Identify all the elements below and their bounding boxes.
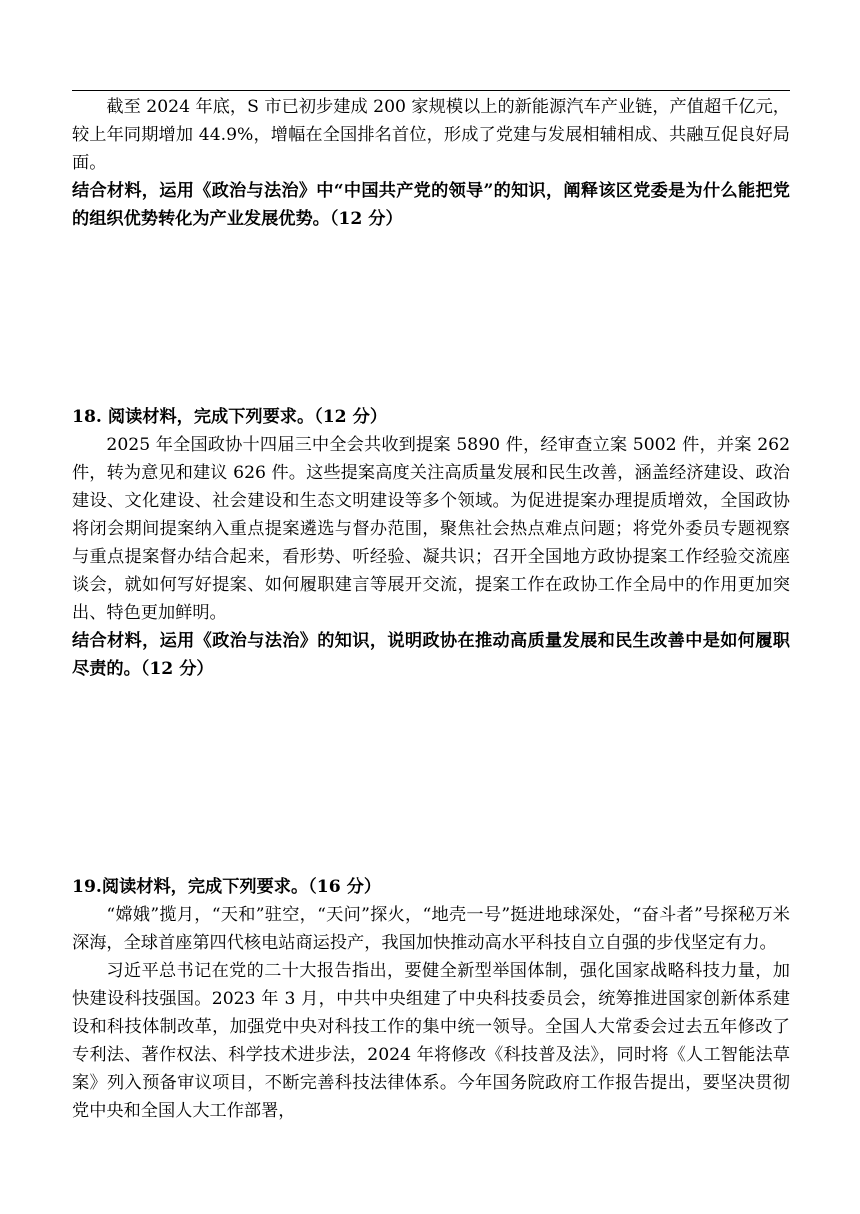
question19-paragraph-2: 习近平总书记在党的二十大报告指出，要健全新型举国体制，强化国家战略科技力量，加快建设科技强国。2023 年 3 月，中共中央组建了中央科技委员会，统筹推进国家创新体系建设和科技体制改革，加强党中央对科技工作的集中统一领导。全国人大常委会过去五年修改了专利法、著作权法、科学技术进步法，2024 年将修改《科技普及法》，同时将《人工智能法草案》列入预备审议项目，不断完善科技法律体系。今年国务院政府工作报告提出，要坚决贯彻党中央和全国人大工作部署， xyxy=(72,961,790,1121)
question19-paragraph-1: “嫦娥”揽月，“天和”驻空，“天问”探火，“地壳一号”挺进地球深处，“奋斗者”号探秘万米深海，全球首座第四代核电站商运投产，我国加快推动高水平科技自立自强的步伐坚定有力。 xyxy=(72,905,790,953)
question18-task: 结合材料，运用《政治与法治》的知识，说明政协在推动高质量发展和民生改善中是如何履职尽责的。（12 分） xyxy=(72,631,790,679)
question17-material-paragraph: 截至 2024 年底，S 市已初步建成 200 家规模以上的新能源汽车产业链，产值超千亿元，较上年同期增加 44.9%，增幅在全国排名首位，形成了党建与发展相辅相成、共融互促良好局面。 xyxy=(72,97,790,173)
question18-heading: 18. 阅读材料，完成下列要求。（12 分） xyxy=(72,407,388,427)
question19-heading: 19.阅读材料，完成下列要求。（16 分） xyxy=(72,877,382,897)
top-divider-line xyxy=(72,90,790,91)
question19 xyxy=(72,873,790,1125)
question17-tail xyxy=(72,93,790,233)
question18 xyxy=(72,403,790,683)
question18-material-paragraph: 2025 年全国政协十四届三中全会共收到提案 5890 件，经审查立案 5002 件，并案 262 件，转为意见和建议 626 件。这些提案高度关注高质量发展和民生改善，涵盖经济建设、政治建设、文化建设、社会建设和生态文明建设等多个领域。为促进提案办理提质增效，全国政协将闭会期间提案纳入重点提案遴选与督办范围，聚焦社会热点难点问题；将党外委员专题视察与重点提案督办结合起来，看形势、听经验、凝共识；召开全国地方政协提案工作经验交流座谈会，就如何写好提案、如何履职建言等展开交流，提案工作在政协工作全局中的作用更加突出、特色更加鲜明。 xyxy=(72,435,790,623)
question17-task: 结合材料，运用《政治与法治》中“中国共产党的领导”的知识，阐释该区党委是为什么能把党的组织优势转化为产业发展优势。（12 分） xyxy=(72,181,790,229)
